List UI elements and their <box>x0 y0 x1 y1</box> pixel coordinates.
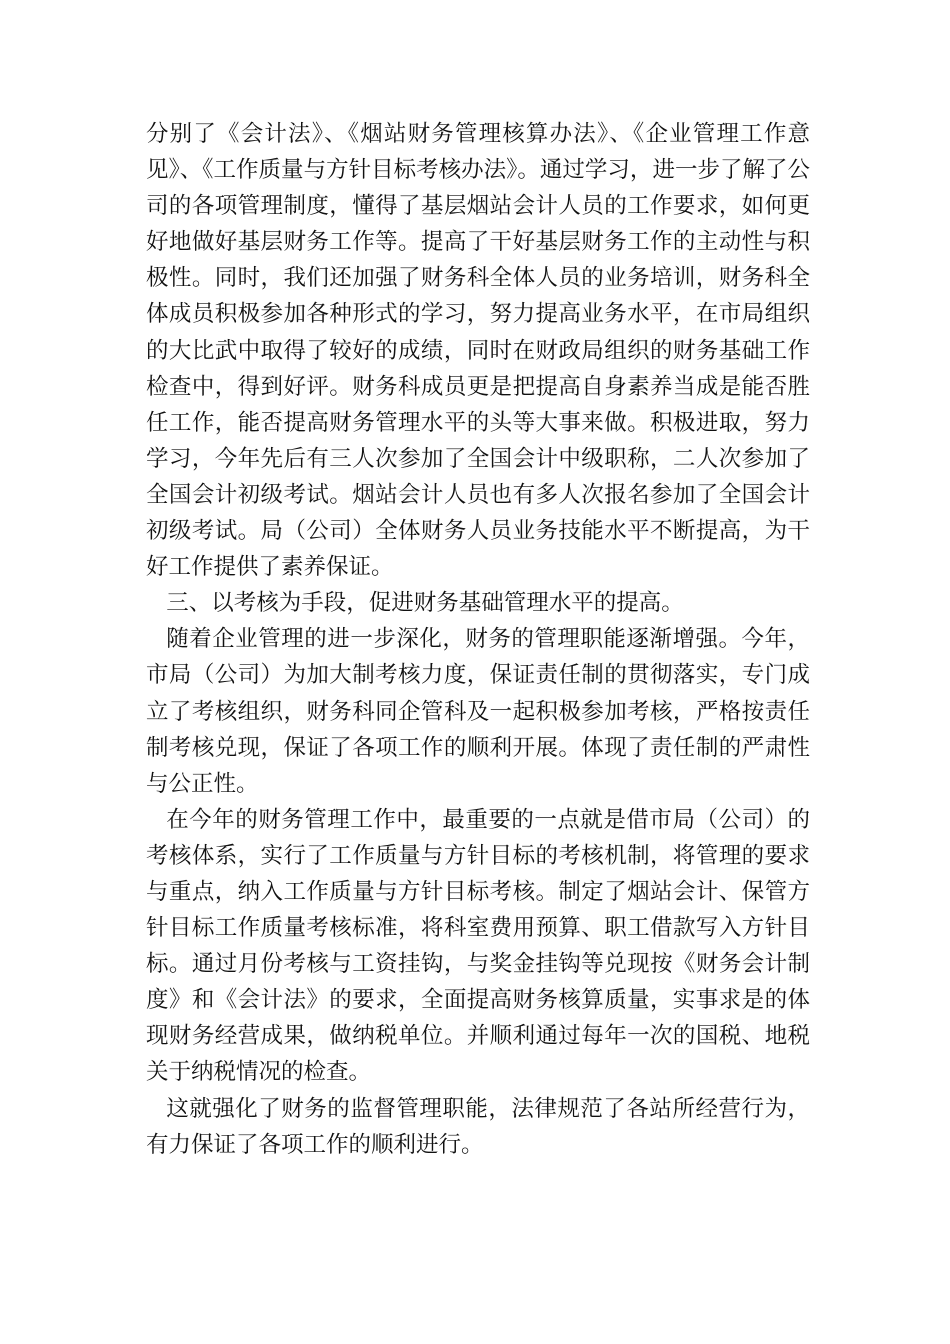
section-heading-three: 三、以考核为手段，促进财务基础管理水平的提高。 <box>166 590 684 617</box>
document-page <box>146 116 810 1163</box>
paragraph-supervision: 这就强化了财务的监督管理职能，法律规范了各站所经营行为，有力保证了各项工作的顺利进行。 <box>146 1095 810 1158</box>
paragraph-assessment-system: 在今年的财务管理工作中，最重要的一点就是借市局（公司）的考核体系，实行了工作质量与方针目标的考核机制，将管理的要求与重点，纳入工作质量与方针目标考核。制定了烟站会计、保管方针目标工作质量考核标准，将科室费用预算、职工借款写入方针目标。通过月份考核与工资挂钩，与奖金挂钩等兑现按《财务会计制度》和《会计法》的要求，全面提高财务核算质量，实事求是的体现财务经营成果，做纳税单位。并顺利通过每年一次的国税、地税关于纳税情况的检查。 <box>146 806 810 1086</box>
paragraph-study-training: 分别了《会计法》、《烟站财务管理核算办法》、《企业管理工作意见》、《工作质量与方针目标考核办法》。通过学习，进一步了解了公司的各项管理制度，懂得了基层烟站会计人员的工作要求，如何更好地做好基层财务工作等。提高了干好基层财务工作的主动性与积极性。同时，我们还加强了财务科全体人员的业务培训，财务科全体成员积极参加各种形式的学习，努力提高业务水平，在市局组织的大比武中取得了较好的成绩，同时在财政局组织的财务基础工作检查中，得到好评。财务科成员更是把提高自身素养当成是能否胜任工作，能否提高财务管理水平的头等大事来做。积极进取，努力学习，今年先后有三人次参加了全国会计中级职称，二人次参加了全国会计初级考试。烟站会计人员也有多人次报名参加了全国会计初级考试。局（公司）全体财务人员业务技能水平不断提高，为干好工作提供了素养保证。 <box>146 121 810 581</box>
paragraph-assessment-organization: 随着企业管理的进一步深化，财务的管理职能逐渐增强。今年，市局（公司）为加大制考核力度，保证责任制的贯彻落实，专门成立了考核组织，财务科同企管科及一起积极参加考核，严格按责任制考核兑现，保证了各项工作的顺利开展。体现了责任制的严肃性与公正性。 <box>146 626 810 797</box>
